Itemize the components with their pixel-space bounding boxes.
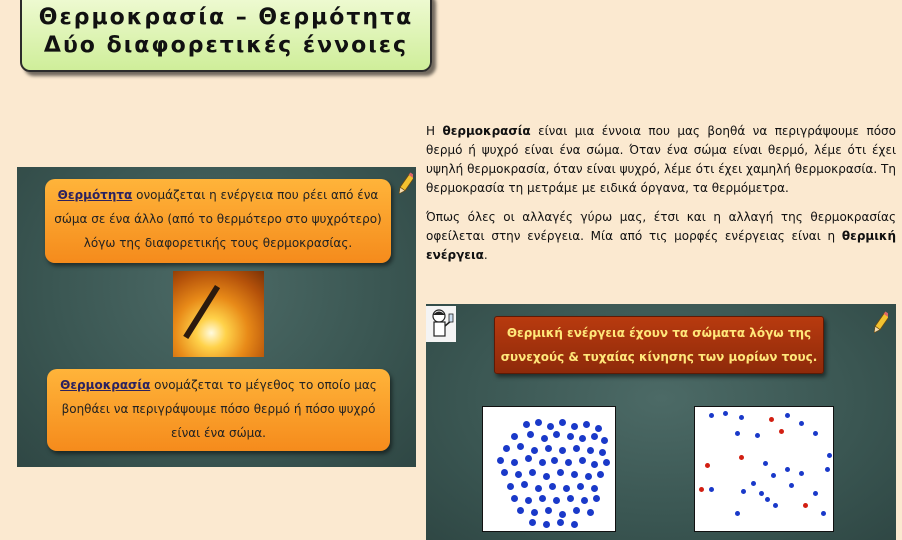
particle-dot [517, 507, 524, 514]
particle-dot [523, 421, 530, 428]
chalkboard-slide-definitions [17, 167, 416, 467]
particle-dot [571, 423, 578, 430]
particle-dot [827, 453, 832, 458]
particle-dot [813, 491, 818, 496]
particle-dot [709, 413, 714, 418]
particle-dot [603, 459, 610, 466]
particle-dot [735, 511, 740, 516]
particle-dot [565, 459, 572, 466]
particle-dot [771, 473, 776, 478]
para2-end: . [483, 248, 488, 262]
particle-dot [587, 447, 594, 454]
temp-def-line3: είναι ένα σώμα. [171, 426, 266, 440]
particle-dot [563, 485, 570, 492]
particle-dot [591, 461, 598, 468]
particle-dot [699, 487, 704, 492]
para2-text: Όπως όλες οι αλλαγές γύρω μας, έτσι και η αλλαγή της θερμοκρασίας οφείλεται στην ενέργεια. Μία από τις μορφές ενέργειας είναι η [426, 210, 896, 243]
particle-dot [779, 429, 784, 434]
chalkboard-slide-thermal-energy [426, 304, 896, 540]
particle-dot [567, 495, 574, 502]
thermal-energy-bold: θερμική ενέργεια [426, 229, 896, 262]
particle-dot [511, 433, 518, 440]
particle-dot [799, 471, 804, 476]
particle-dot [601, 437, 608, 444]
particle-dot [557, 469, 564, 476]
particle-dot [541, 435, 548, 442]
particle-dot [503, 445, 510, 452]
particle-dot [517, 443, 524, 450]
banner-line-1: Θερμική ενέργεια έχουν τα σώματα λόγω της [506, 326, 812, 340]
particle-dot [567, 433, 574, 440]
article-text [426, 122, 896, 275]
particle-dot [735, 431, 740, 436]
hot-metal-photo [173, 271, 264, 357]
temp-def-line1: ονομάζεται το μέγεθος το οποίο μας [150, 378, 377, 392]
particle-dot [545, 445, 552, 452]
particle-dot [765, 497, 770, 502]
particle-dot [539, 495, 546, 502]
title-box [20, 0, 432, 72]
particle-dot [579, 435, 586, 442]
particle-dot [773, 503, 778, 508]
particle-dot [525, 497, 532, 504]
particle-dot [559, 511, 566, 518]
para1-pre: Η [426, 124, 443, 138]
particle-dot [755, 433, 760, 438]
particle-dot [497, 457, 504, 464]
particle-dot [553, 497, 560, 504]
particle-dot [543, 521, 550, 528]
particle-dot [551, 457, 558, 464]
paragraph-energy [426, 208, 896, 265]
particle-dot [573, 445, 580, 452]
particle-dot [579, 457, 586, 464]
particle-dot [571, 471, 578, 478]
particle-dot [591, 433, 598, 440]
temperature-bold: θερμοκρασία [442, 124, 531, 138]
thermal-energy-banner [494, 316, 824, 374]
particle-dot [785, 413, 790, 418]
particle-dot [593, 495, 600, 502]
particle-dot [597, 471, 604, 478]
pencil-icon [399, 171, 413, 197]
particle-dot [521, 481, 528, 488]
dense-particles-diagram [482, 406, 616, 532]
particle-dot [763, 461, 768, 466]
heat-term: Θερμότητα [57, 188, 133, 202]
heat-def-line3: λόγω της διαφορετικής τους θερμοκρασίας. [83, 236, 353, 250]
particle-dot [585, 473, 592, 480]
particle-dot [549, 483, 556, 490]
particle-dot [535, 419, 542, 426]
temperature-definition-box [47, 369, 390, 451]
banner-line-2: συνεχούς & τυχαίας κίνησης των μορίων τους. [500, 350, 818, 364]
particle-dot [531, 509, 538, 516]
particle-dot [759, 491, 764, 496]
particle-dot [577, 483, 584, 490]
particle-dot [741, 489, 746, 494]
heat-def-line1: ονομάζεται η ενέργεια που ρέει από ένα [132, 188, 379, 202]
particle-dot [785, 467, 790, 472]
particle-dot [709, 487, 714, 492]
particle-dot [825, 467, 830, 472]
particle-dot [821, 511, 826, 516]
particle-dot [507, 483, 514, 490]
particle-dot [789, 483, 794, 488]
particle-dot [751, 481, 756, 486]
particle-dot [559, 419, 566, 426]
particle-dot [573, 507, 580, 514]
temp-def-line2: βοηθάει να περιγράψουμε πόσο θερμό ή πόσο ψυχρό [61, 402, 376, 416]
particle-dot [595, 425, 602, 432]
particle-dot [531, 447, 538, 454]
particle-dot [581, 497, 588, 504]
particle-dot [799, 421, 804, 426]
particle-dot [511, 495, 518, 502]
particle-dot [583, 421, 590, 428]
paragraph-temperature [426, 122, 896, 198]
temperature-term: Θερμοκρασία [60, 378, 151, 392]
particle-dot [705, 463, 710, 468]
pencil-icon [874, 310, 888, 336]
particle-dot [525, 455, 532, 462]
particle-dot [571, 521, 578, 528]
particle-dot [543, 473, 550, 480]
scientist-icon [426, 306, 456, 342]
particle-dot [591, 485, 598, 492]
heat-definition-box [45, 179, 391, 263]
particle-dot [545, 507, 552, 514]
particle-dot [599, 449, 606, 456]
para1-rest: είναι μια έννοια που μας βοηθά να περιγράψουμε πόσο θερμό ή ψυχρό είναι ένα σώμα. Όταν ένα σώμα είναι θερμό, λέμε ότι έχει υψηλή θερμοκρασία, όταν είναι ψυχρό, λέμε ότι έχει χαμηλή θερμοκρασία. Τη θερμοκρασία τη μετράμε με ειδικά όργανα, τα θερμόμετρα. [426, 124, 896, 195]
particle-dot [511, 459, 518, 466]
particle-dot [769, 417, 774, 422]
particle-dot [559, 447, 566, 454]
title-line-2: Δύο διαφορετικές έννοιες [43, 33, 409, 58]
particle-dot [529, 519, 536, 526]
particle-dot [813, 431, 818, 436]
particle-dot [557, 519, 564, 526]
particle-dot [803, 503, 808, 508]
particle-dot [527, 431, 534, 438]
sparse-particles-diagram [694, 406, 834, 532]
particle-dot [739, 415, 744, 420]
particle-dot [547, 423, 554, 430]
heat-def-line2: σώμα σε ένα άλλο (από το θερμότερο στο ψυχρότερο) [54, 212, 382, 226]
particle-dot [501, 469, 508, 476]
particle-dot [553, 431, 560, 438]
title-line-1: Θερμοκρασία – Θερμότητα [38, 5, 414, 30]
particle-dot [529, 469, 536, 476]
particle-dot [535, 485, 542, 492]
particle-dot [515, 471, 522, 478]
particle-dot [587, 509, 594, 516]
particle-dot [723, 411, 728, 416]
particle-dot [739, 455, 744, 460]
particle-dot [539, 459, 546, 466]
